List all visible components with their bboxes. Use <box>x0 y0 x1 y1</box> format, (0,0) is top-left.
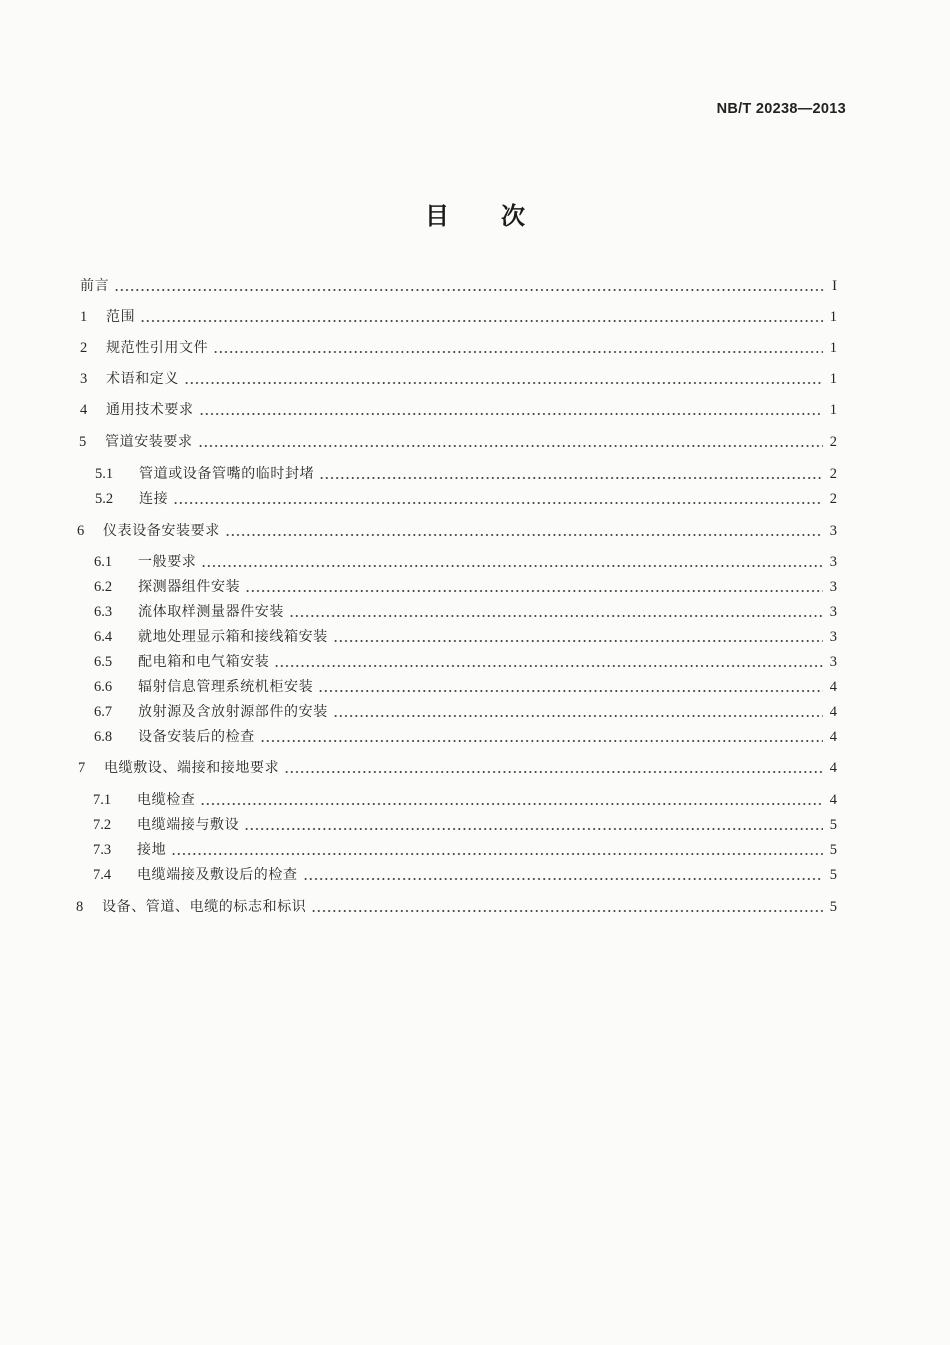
toc-entry-page: 3 <box>829 554 837 570</box>
toc-entry-label: 配电箱和电气箱安装 <box>138 654 270 670</box>
toc-entry-number: 6.8 <box>94 729 113 745</box>
toc-entry-label: 术语和定义 <box>106 371 179 387</box>
toc-entry-label: 接地 <box>137 842 167 858</box>
toc-entry-label: 电缆端接及敷设后的检查 <box>137 867 298 883</box>
dot-leader <box>173 502 823 504</box>
toc-entry-number: 2 <box>80 340 88 356</box>
toc-entry-6-5[interactable] <box>94 649 837 671</box>
toc-entry-1[interactable] <box>80 304 837 326</box>
toc-entry-5-2[interactable] <box>95 486 837 508</box>
toc-entry-page: 1 <box>829 340 837 356</box>
toc-entry-page: 5 <box>829 817 837 833</box>
dot-leader <box>303 878 823 880</box>
toc-entry-page: 4 <box>829 679 837 695</box>
dot-leader <box>114 289 825 291</box>
toc-entry-number: 6.7 <box>94 704 113 720</box>
toc-entry-label: 电缆检查 <box>137 792 196 808</box>
toc-entry-label: 就地处理显示箱和接线箱安装 <box>138 629 328 645</box>
toc-entry-8[interactable] <box>76 894 837 916</box>
toc-entry-7-3[interactable] <box>93 837 837 859</box>
toc-entry-number: 1 <box>80 309 88 325</box>
toc-entry-6-2[interactable] <box>94 574 837 596</box>
toc-entry-6-6[interactable] <box>94 674 837 696</box>
dot-leader <box>260 740 823 742</box>
dot-leader <box>171 853 823 855</box>
toc-entry-number: 6.5 <box>94 654 113 670</box>
toc-entry-4[interactable] <box>80 397 837 419</box>
toc-entry-number: 6.6 <box>94 679 113 695</box>
toc-entry-label: 前言 <box>80 278 110 294</box>
toc-entry-number: 7 <box>78 760 86 776</box>
toc-entry-number: 5.2 <box>95 491 114 507</box>
toc-entry-page: 1 <box>829 309 837 325</box>
toc-entry-label: 通用技术要求 <box>106 402 194 418</box>
toc-entry-label: 一般要求 <box>138 554 197 570</box>
toc-entry-page: 4 <box>829 704 837 720</box>
dot-leader <box>201 565 822 567</box>
dot-leader <box>198 445 823 447</box>
toc-entry-page: 1 <box>829 371 837 387</box>
toc-entry-label: 流体取样测量器件安装 <box>138 604 284 620</box>
toc-entry-2[interactable] <box>80 335 837 357</box>
toc-entry-7-1[interactable] <box>93 787 837 809</box>
toc-entry-page: 2 <box>829 491 837 507</box>
toc-entry-page: 2 <box>829 466 837 482</box>
toc-entry-number: 6.1 <box>94 554 113 570</box>
toc-entry-label: 连接 <box>139 491 169 507</box>
dot-leader <box>244 828 823 830</box>
dot-leader <box>274 665 822 667</box>
toc-entry-number: 7.4 <box>93 867 112 883</box>
dot-leader <box>245 590 823 592</box>
toc-title: 目次 <box>425 202 577 230</box>
toc-entry-page: 4 <box>829 729 837 745</box>
dot-leader <box>200 803 822 805</box>
toc-entry-number: 7.3 <box>93 842 112 858</box>
dot-leader <box>184 382 823 384</box>
toc-entry-label: 规范性引用文件 <box>106 340 209 356</box>
toc-entry-6-8[interactable] <box>94 724 837 746</box>
toc-entry-label: 仪表设备安装要求 <box>103 523 220 539</box>
toc-entry-5[interactable] <box>79 429 837 451</box>
toc-entry-number: 3 <box>80 371 88 387</box>
dot-leader <box>213 351 823 353</box>
dot-leader <box>319 477 823 479</box>
toc-entry-6-4[interactable] <box>94 624 837 646</box>
dot-leader <box>284 771 823 773</box>
toc-entry-number: 7.2 <box>93 817 112 833</box>
toc-entry-5-1[interactable] <box>95 461 837 483</box>
toc-entry-page: 3 <box>829 523 837 539</box>
toc-entry-page: 2 <box>829 434 837 450</box>
toc-entry-label: 管道或设备管嘴的临时封堵 <box>139 466 315 482</box>
toc-entry-number: 6.2 <box>94 579 113 595</box>
toc-entry-number: 6.4 <box>94 629 113 645</box>
dot-leader <box>311 910 822 912</box>
toc-entry-label: 管道安装要求 <box>105 434 193 450</box>
toc-entry-page: 5 <box>829 842 837 858</box>
toc-entry-number: 7.1 <box>93 792 112 808</box>
toc-entry-7-4[interactable] <box>93 862 837 884</box>
toc-entry-label: 探测器组件安装 <box>138 579 241 595</box>
dot-leader <box>333 640 823 642</box>
document-code: NB/T 20238—2013 <box>716 101 846 117</box>
toc-entry-page: 3 <box>829 604 837 620</box>
toc-entry-foreword[interactable] <box>80 273 837 295</box>
dot-leader <box>333 715 823 717</box>
dot-leader <box>225 534 823 536</box>
toc-entry-page: 3 <box>829 629 837 645</box>
dot-leader <box>289 615 823 617</box>
toc-entry-page: 3 <box>829 579 837 595</box>
toc-entry-number: 6 <box>77 523 85 539</box>
toc-entry-page: 4 <box>829 792 837 808</box>
dot-leader <box>140 320 823 322</box>
toc-entry-7[interactable] <box>78 755 837 777</box>
toc-entry-6[interactable] <box>77 518 837 540</box>
toc-entry-page: 1 <box>829 402 837 418</box>
dot-leader <box>199 413 823 415</box>
toc-entry-label: 放射源及含放射源部件的安装 <box>138 704 328 720</box>
toc-entry-label: 设备、管道、电缆的标志和标识 <box>102 899 307 915</box>
toc-entry-label: 电缆敷设、端接和接地要求 <box>104 760 280 776</box>
dot-leader <box>318 690 823 692</box>
toc-entry-label: 范围 <box>106 309 136 325</box>
toc-entry-6-1[interactable] <box>94 549 837 571</box>
toc-entry-6-7[interactable] <box>94 699 837 721</box>
toc-entry-number: 4 <box>80 402 88 418</box>
toc-entry-7-2[interactable] <box>93 812 837 834</box>
toc-entry-label: 电缆端接与敷设 <box>137 817 240 833</box>
toc-entry-label: 设备安装后的检查 <box>138 729 255 745</box>
toc-entry-page: 4 <box>829 760 837 776</box>
toc-entry-page: 5 <box>829 867 837 883</box>
toc-entry-number: 6.3 <box>94 604 113 620</box>
toc-entry-6-3[interactable] <box>94 599 837 621</box>
toc-entry-number: 5 <box>79 434 87 450</box>
toc-entry-label: 辐射信息管理系统机柜安装 <box>138 679 314 695</box>
toc-entry-page: 3 <box>829 654 837 670</box>
toc-entry-number: 8 <box>76 899 84 915</box>
toc-entry-3[interactable] <box>80 366 837 388</box>
toc-entry-number: 5.1 <box>95 466 114 482</box>
toc-entry-page: I <box>832 278 837 294</box>
toc-entry-page: 5 <box>829 899 837 915</box>
